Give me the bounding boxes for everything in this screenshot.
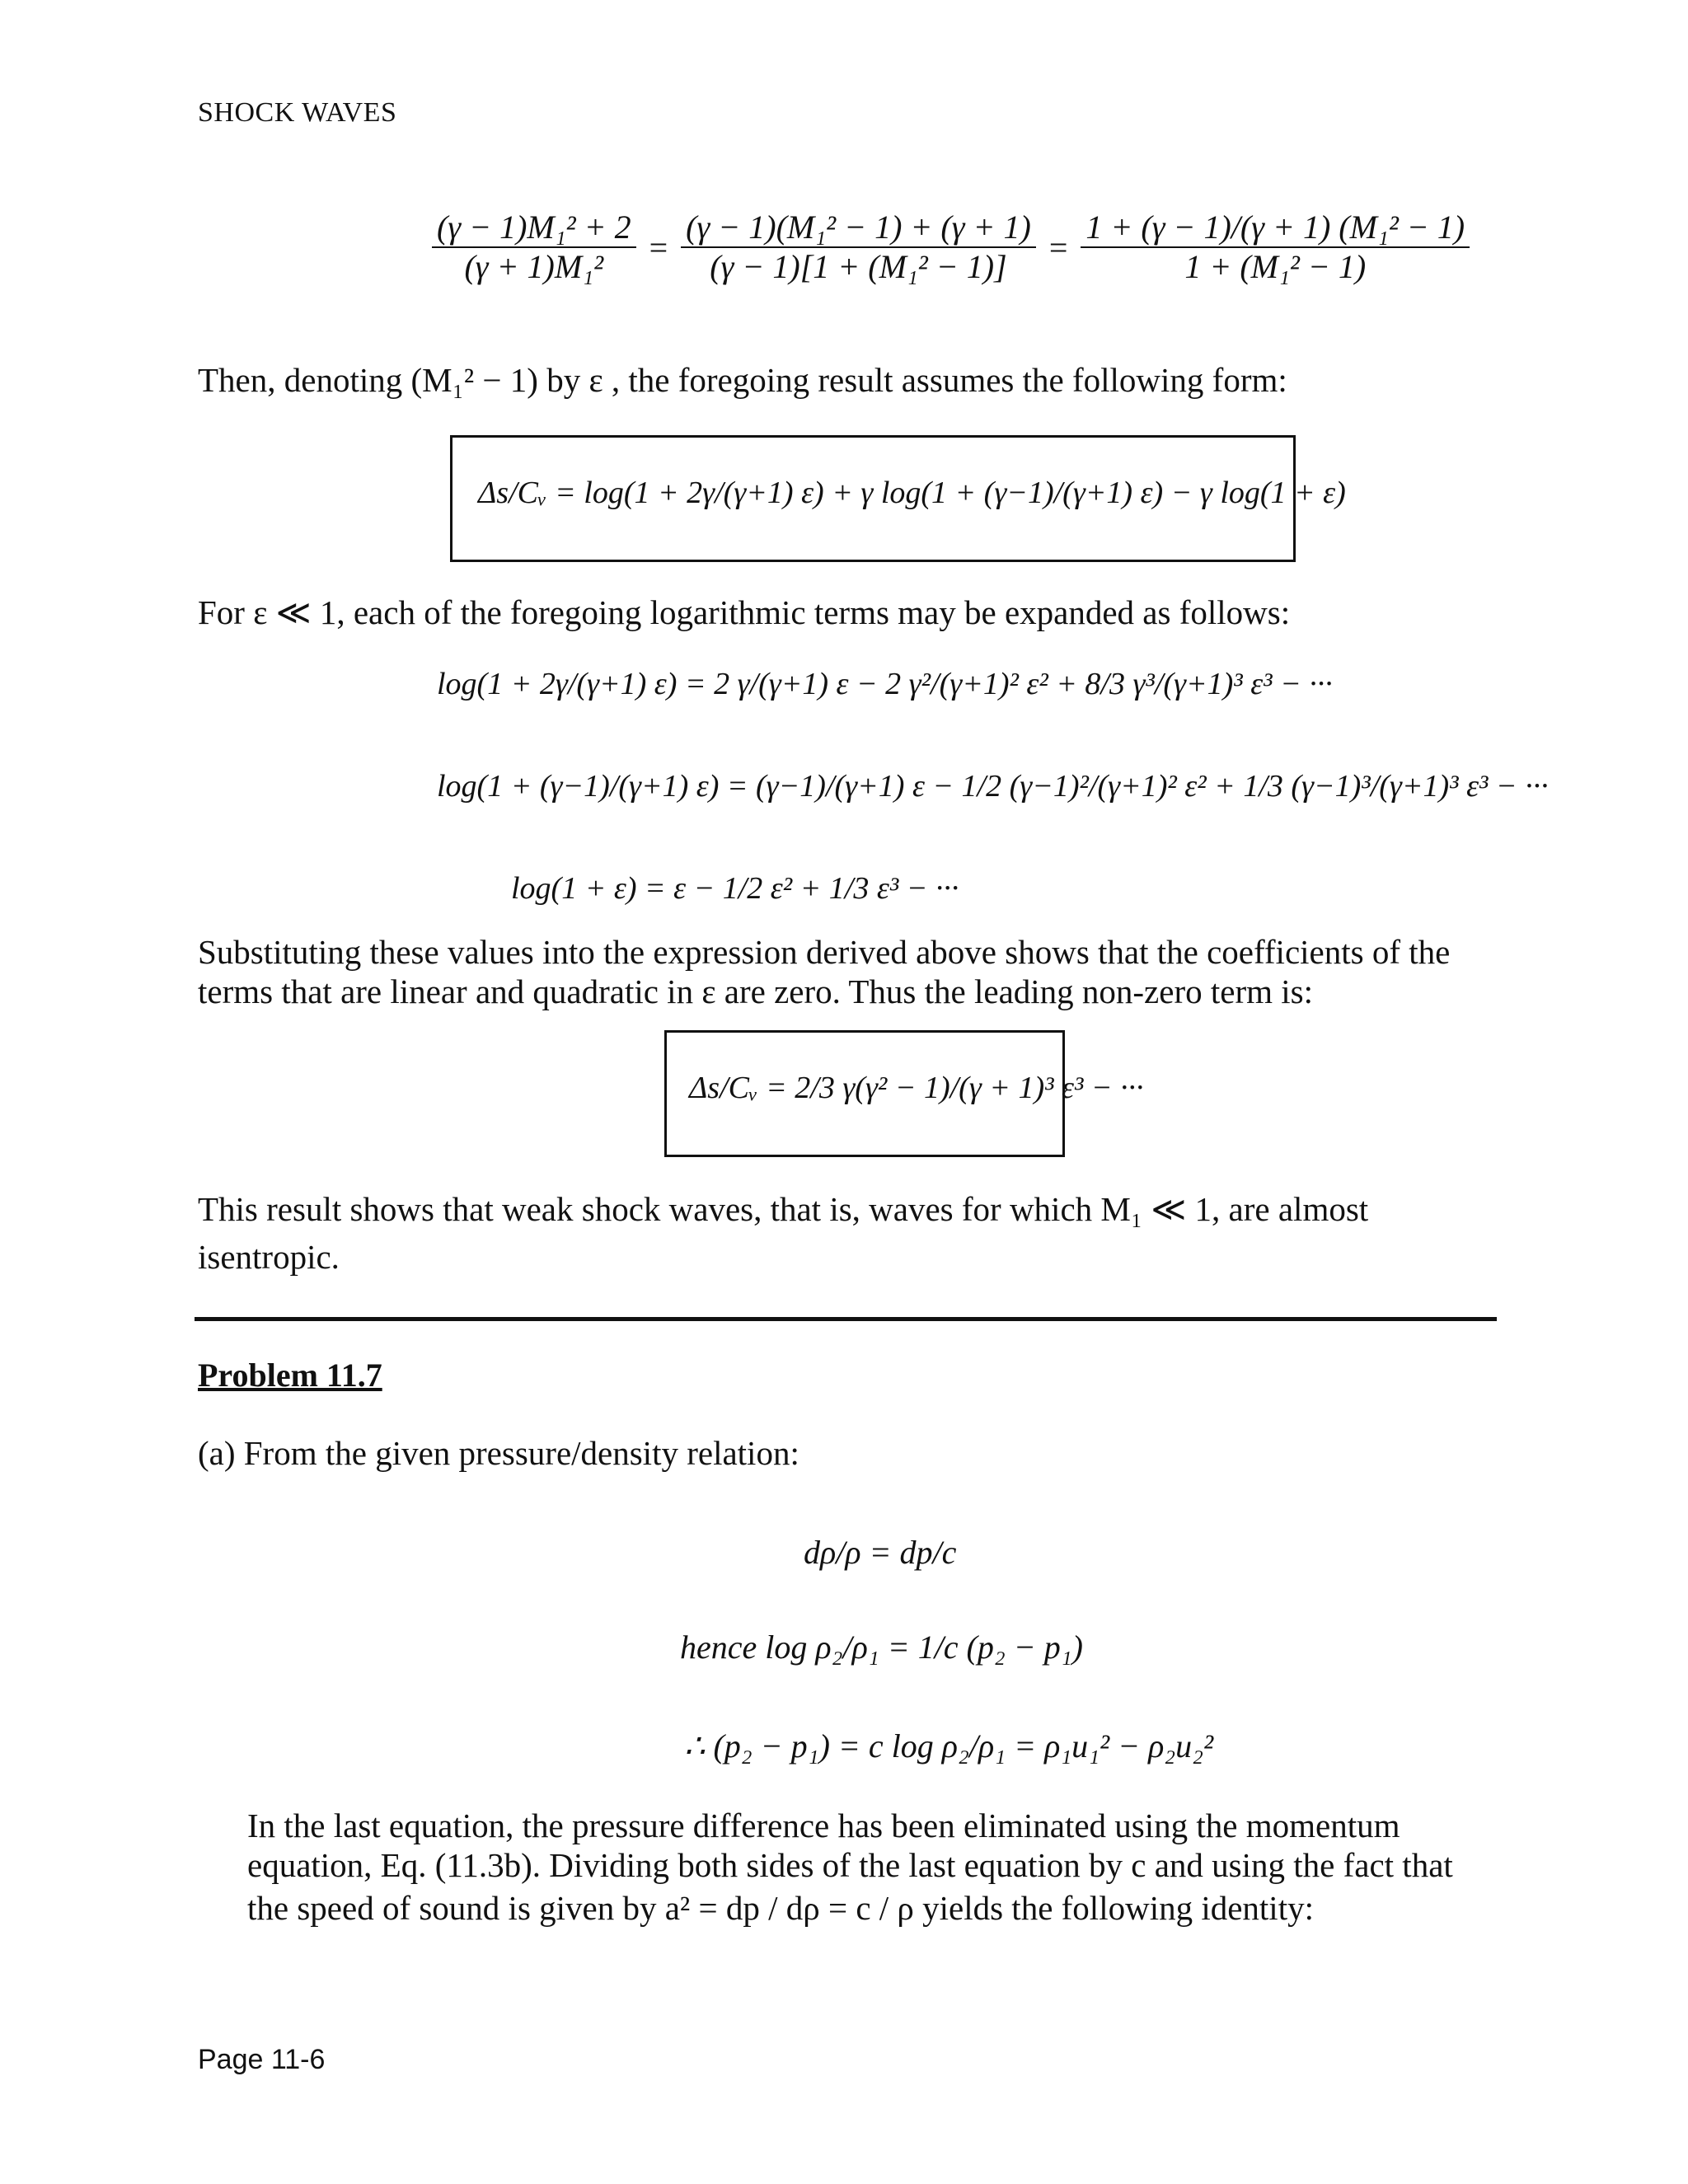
- expansion-equation-3: log(1 + ε) = ε − 1/2 ε² + 1/3 ε³ − ···: [511, 871, 959, 906]
- page-number: Page 11-6: [198, 2044, 326, 2075]
- equation-a3: ∴ (p₂ − p₁) = c log ρ₂/ρ₁ = ρ₁u₁² − ρ₂u₂²: [684, 1727, 1214, 1765]
- expansion-equation-1: log(1 + 2γ/(γ+1) ε) = 2 γ/(γ+1) ε − 2 γ²/(γ+1)² ε² + 8/3 γ³/(γ+1)³ ε³ − ···: [437, 667, 1333, 701]
- paragraph-momentum-line2: equation, Eq. (11.3b). Dividing both sides of the last equation by c and using the fact that: [247, 1846, 1453, 1884]
- equation-a2: hence log ρ₂/ρ₁ = 1/c (p₂ − p₁): [680, 1629, 1084, 1666]
- equation-1: $\frac{\text{(γ − 1)M₁² + 2}}{\text{(γ + 1)M₁²}}$ = $\frac{\text{(γ − 1)(M₁² − 1) + (γ + 1)}}{\text{(γ − 1)[1 + (M₁² − 1)]}}$ = $\frac{\text{1 + (γ − 1)/(γ + 1) (M₁² − 1)}}{\text{1 + (M₁² − 1)}}$: [429, 210, 1473, 284]
- eq1-middle: [681, 210, 1036, 284]
- eq1-lhs-numerator: (γ − 1)M₁² + 2: [432, 210, 636, 248]
- paragraph-substitution-line1: Substituting these values into the expression derived above shows that the coefficients of the: [198, 933, 1451, 971]
- section-divider: [195, 1317, 1497, 1321]
- eq1-rhs: [1081, 210, 1470, 284]
- boxed-equation-entropy-text: Δs/Cᵥ = log(1 + 2γ/(γ+1) ε) + γ log(1 + (γ−1)/(γ+1) ε) − γ log(1 + ε): [478, 476, 1346, 510]
- paragraph-momentum-line3: the speed of sound is given by a² = dp / dρ = c / ρ yields the following identity:: [247, 1889, 1314, 1927]
- equation-a1: dρ/ρ = dp/c: [804, 1534, 957, 1571]
- running-title: SHOCK WAVES: [198, 97, 397, 128]
- eq1-middle-numerator: (γ − 1)(M₁² − 1) + (γ + 1): [681, 210, 1036, 248]
- paragraph-denoting: Then, denoting (M₁² − 1) by ε , the foregoing result assumes the following form:: [198, 361, 1287, 399]
- paragraph-substitution-line2: terms that are linear and quadratic in ε are zero. Thus the leading non-zero term is:: [198, 972, 1313, 1010]
- problem-heading: Problem 11.7: [198, 1357, 382, 1394]
- eq1-middle-denominator: (γ − 1)[1 + (M₁² − 1)]: [710, 248, 1007, 285]
- boxed-equation-result-text: Δs/Cᵥ = 2/3 γ(γ² − 1)/(γ + 1)³ ε³ − ···: [689, 1071, 1144, 1105]
- paragraph-momentum-line1: In the last equation, the pressure difference has been eliminated using the momentum: [247, 1807, 1400, 1844]
- paragraph-weak-shock-line2: isentropic.: [198, 1238, 340, 1276]
- eq1-rhs-numerator: 1 + (γ − 1)/(γ + 1) (M₁² − 1): [1081, 210, 1470, 248]
- eq1-rhs-denominator: 1 + (M₁² − 1): [1184, 248, 1367, 285]
- eq1-lhs: [432, 210, 636, 284]
- eq1-lhs-denominator: (γ + 1)M₁²: [464, 248, 604, 285]
- expansion-equation-2: log(1 + (γ−1)/(γ+1) ε) = (γ−1)/(γ+1) ε − 1/2 (γ−1)²/(γ+1)² ε² + 1/3 (γ−1)³/(γ+1)³ ε³ − ···: [437, 769, 1549, 804]
- paragraph-weak-shock-line1: This result shows that weak shock waves, that is, waves for which M₁ ≪ 1, are almost: [198, 1190, 1369, 1228]
- part-a-intro: (a) From the given pressure/density relation:: [198, 1434, 799, 1472]
- paragraph-expansion-intro: For ε ≪ 1, each of the foregoing logarithmic terms may be expanded as follows:: [198, 593, 1291, 631]
